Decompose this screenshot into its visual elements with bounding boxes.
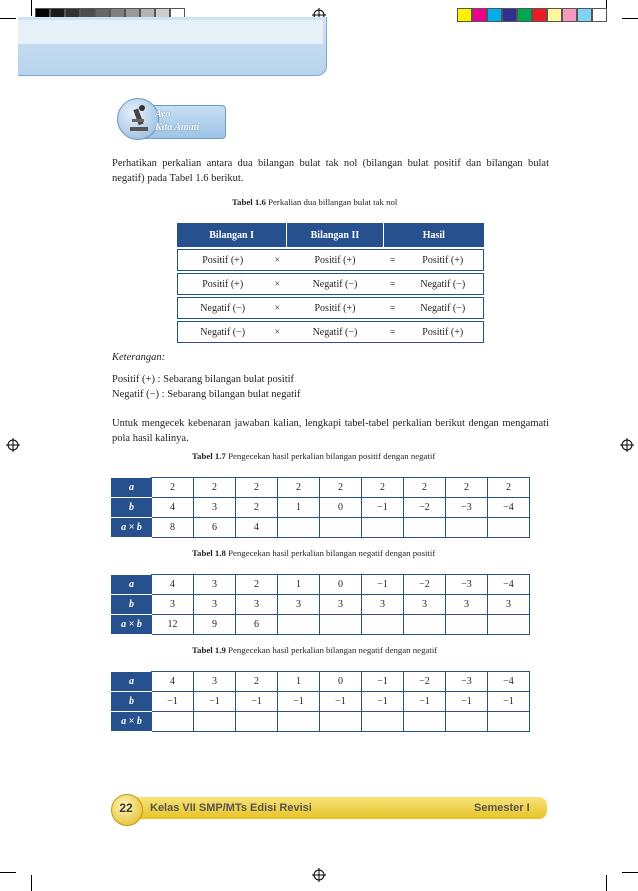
keterangan-negatif: Negatif (−) : Sebarang bilangan bulat negatif <box>112 389 301 400</box>
caption-text: Pengecekan hasil perkalian bilangan negatif dengan positif <box>225 548 436 558</box>
table-1-9-caption <box>192 645 437 655</box>
row-label: a × b <box>112 518 152 538</box>
badge-label <box>155 108 199 134</box>
badge-line-1: Ayo <box>155 109 171 120</box>
page-number: 22 <box>119 801 133 815</box>
empty-answer-cell[interactable] <box>320 712 362 732</box>
table-cell: 2 <box>278 478 320 498</box>
table-cell: 2 <box>236 498 278 518</box>
row-label: a <box>112 575 152 595</box>
table-cell: = <box>389 326 396 338</box>
empty-answer-cell[interactable] <box>152 712 194 732</box>
row-label: a × b <box>112 712 152 732</box>
color-swatch <box>562 8 577 22</box>
empty-answer-cell[interactable] <box>446 518 488 538</box>
table-cell: Positif (+) <box>422 254 464 266</box>
crop-mark <box>606 875 607 891</box>
table-cell: 1 <box>278 498 320 518</box>
table-cell: Negatif (−) <box>420 278 466 290</box>
table-row <box>177 249 484 271</box>
caption-text: Pengecekan hasil perkalian bilangan negatif dengan negatif <box>225 645 438 655</box>
table-cell: Negatif (−) <box>420 302 466 314</box>
table-row <box>177 273 484 295</box>
table-cell: 2 <box>488 478 530 498</box>
empty-answer-cell[interactable] <box>236 712 278 732</box>
header-bilangan-2: Bilangan II <box>287 223 383 247</box>
table-cell: 2 <box>404 478 446 498</box>
row-label: a × b <box>112 615 152 635</box>
row-label: b <box>112 692 152 712</box>
table-row <box>177 297 484 319</box>
instruction-paragraph: Untuk mengecek kebenaran jawaban kalian, lengkapi tabel-tabel perkalian berikut dengan mengamati pola hasil kalinya. <box>112 418 549 444</box>
table-cell: −1 <box>362 498 404 518</box>
color-swatch <box>457 8 472 22</box>
keterangan-positif: Positif (+) : Sebarang bilangan bulat positif <box>112 374 295 385</box>
table-cell: −1 <box>446 692 488 712</box>
row-label: a <box>112 478 152 498</box>
empty-answer-cell[interactable] <box>404 518 446 538</box>
crop-mark <box>622 872 638 873</box>
caption-text: Perkalian dua billangan bulat tak nol <box>265 197 398 207</box>
table-cell: −1 <box>152 692 194 712</box>
table-1-7 <box>111 477 530 538</box>
color-swatch <box>547 8 562 22</box>
table-1-9 <box>111 671 530 732</box>
empty-answer-cell[interactable] <box>278 518 320 538</box>
table-cell: × <box>274 254 281 266</box>
table-cell: −4 <box>488 672 530 692</box>
table-1-8 <box>111 574 530 635</box>
table-cell: Positif (+) <box>202 278 244 290</box>
table-cell: 1 <box>278 575 320 595</box>
table-cell: 2 <box>236 478 278 498</box>
microscope-icon <box>117 98 159 140</box>
table-cell: −2 <box>404 498 446 518</box>
table-cell: × <box>274 278 281 290</box>
table-row <box>177 321 484 343</box>
badge-line-2: Kita Amati <box>155 122 200 133</box>
table-cell: Negatif (−) <box>200 302 246 314</box>
empty-answer-cell[interactable] <box>362 712 404 732</box>
row-label: b <box>112 595 152 615</box>
table-1-7-caption <box>192 451 435 461</box>
table-cell: −3 <box>446 498 488 518</box>
table-1-6-caption <box>232 197 397 207</box>
crop-mark <box>0 18 16 19</box>
crop-mark <box>0 872 16 873</box>
color-swatch <box>577 8 592 22</box>
table-1-8-caption <box>192 548 435 558</box>
table-row-b <box>112 692 530 712</box>
footer-book-title: Kelas VII SMP/MTs Edisi Revisi <box>150 802 312 814</box>
table-cell: × <box>274 302 281 314</box>
table-cell: 3 <box>194 595 236 615</box>
table-cell: Positif (+) <box>314 254 356 266</box>
table-cell: 3 <box>320 595 362 615</box>
table-cell: −4 <box>488 575 530 595</box>
table-row-ab <box>112 518 530 538</box>
table-cell: 2 <box>446 478 488 498</box>
table-cell: Negatif (−) <box>200 326 246 338</box>
table-cell: Negatif (−) <box>312 326 358 338</box>
color-swatch <box>502 8 517 22</box>
empty-answer-cell[interactable] <box>404 712 446 732</box>
table-cell: −1 <box>404 692 446 712</box>
table-cell: −3 <box>446 575 488 595</box>
table-row-ab <box>112 615 530 635</box>
table-cell: −1 <box>278 692 320 712</box>
table-cell: 3 <box>404 595 446 615</box>
table-cell: −1 <box>236 692 278 712</box>
row-label: b <box>112 498 152 518</box>
table-cell: 1 <box>278 672 320 692</box>
crop-mark <box>622 18 638 19</box>
empty-answer-cell[interactable] <box>278 615 320 635</box>
table-cell: = <box>389 302 396 314</box>
table-cell: Positif (+) <box>202 254 244 266</box>
color-calibration-bar <box>457 8 607 22</box>
table-cell: −1 <box>362 672 404 692</box>
table-cell: 2 <box>320 478 362 498</box>
table-cell: 9 <box>194 615 236 635</box>
table-cell: −3 <box>446 672 488 692</box>
table-cell: 3 <box>152 595 194 615</box>
empty-answer-cell[interactable] <box>194 712 236 732</box>
table-cell: 0 <box>320 672 362 692</box>
table-cell: Positif (+) <box>422 326 464 338</box>
table-row-a <box>112 575 530 595</box>
empty-answer-cell[interactable] <box>446 615 488 635</box>
empty-answer-cell[interactable] <box>488 518 530 538</box>
crop-mark <box>31 0 32 16</box>
caption-label: Tabel 1.9 <box>192 645 226 655</box>
table-cell: Positif (+) <box>314 302 356 314</box>
empty-answer-cell[interactable] <box>404 615 446 635</box>
table-cell: 6 <box>194 518 236 538</box>
table-cell: −1 <box>320 692 362 712</box>
table-cell: 3 <box>278 595 320 615</box>
table-cell: 3 <box>488 595 530 615</box>
table-cell: 3 <box>236 595 278 615</box>
table-cell: 0 <box>320 575 362 595</box>
table-row-a <box>112 672 530 692</box>
empty-answer-cell[interactable] <box>362 615 404 635</box>
table-cell: −2 <box>404 575 446 595</box>
table-cell: −1 <box>362 575 404 595</box>
empty-answer-cell[interactable] <box>278 712 320 732</box>
empty-answer-cell[interactable] <box>488 712 530 732</box>
header-hasil: Hasil <box>422 229 445 241</box>
table-cell: 3 <box>194 575 236 595</box>
table-cell: 6 <box>236 615 278 635</box>
crop-mark <box>31 875 32 891</box>
table-cell: 3 <box>446 595 488 615</box>
table-cell: 2 <box>236 672 278 692</box>
table-cell: −1 <box>194 692 236 712</box>
table-cell: 3 <box>362 595 404 615</box>
table-row-b <box>112 595 530 615</box>
keterangan-title: Keterangan: <box>112 352 166 363</box>
table-cell: Negatif (−) <box>312 278 358 290</box>
table-cell: 4 <box>152 498 194 518</box>
table-cell: = <box>389 278 396 290</box>
registration-mark-icon <box>620 438 634 452</box>
table-cell: 8 <box>152 518 194 538</box>
caption-label: Tabel 1.8 <box>192 548 226 558</box>
empty-answer-cell[interactable] <box>320 615 362 635</box>
table-cell: 12 <box>152 615 194 635</box>
header-band-highlight <box>18 20 323 44</box>
intro-paragraph: Perhatikan perkalian antara dua bilangan bulat tak nol (bilangan bulat positif dan bilangan bulat negatif) pada Tabel 1.6 berikut. <box>112 158 549 184</box>
table-cell: −1 <box>362 692 404 712</box>
table-cell: 0 <box>320 498 362 518</box>
table-cell: × <box>274 326 281 338</box>
table-cell: 2 <box>236 575 278 595</box>
table-cell: 2 <box>362 478 404 498</box>
table-cell: 4 <box>152 672 194 692</box>
table-cell: 4 <box>236 518 278 538</box>
empty-answer-cell[interactable] <box>488 615 530 635</box>
table-cell: 3 <box>194 498 236 518</box>
footer-semester: Semester I <box>474 802 530 814</box>
caption-text: Pengecekan hasil perkalian bilangan positif dengan negatif <box>225 451 436 461</box>
table-cell: −1 <box>488 692 530 712</box>
table-cell: 2 <box>194 478 236 498</box>
color-swatch <box>517 8 532 22</box>
table-cell: = <box>389 254 396 266</box>
registration-mark-icon <box>6 438 20 452</box>
caption-label: Tabel 1.6 <box>232 197 266 207</box>
table-cell: 4 <box>152 575 194 595</box>
color-swatch <box>592 8 607 22</box>
row-label: a <box>112 672 152 692</box>
table-cell: 2 <box>152 478 194 498</box>
table-row-ab <box>112 712 530 732</box>
color-swatch <box>487 8 502 22</box>
table-1-6 <box>177 223 484 343</box>
color-swatch <box>532 8 547 22</box>
table-row-b <box>112 498 530 518</box>
registration-mark-icon <box>312 868 326 882</box>
empty-answer-cell[interactable] <box>446 712 488 732</box>
table-cell: −2 <box>404 672 446 692</box>
empty-answer-cell[interactable] <box>320 518 362 538</box>
caption-label: Tabel 1.7 <box>192 451 226 461</box>
table-header <box>177 223 484 247</box>
header-bilangan-1: Bilangan I <box>177 223 287 247</box>
table-row-a <box>112 478 530 498</box>
table-cell: 3 <box>194 672 236 692</box>
color-swatch <box>472 8 487 22</box>
empty-answer-cell[interactable] <box>362 518 404 538</box>
table-cell: −4 <box>488 498 530 518</box>
